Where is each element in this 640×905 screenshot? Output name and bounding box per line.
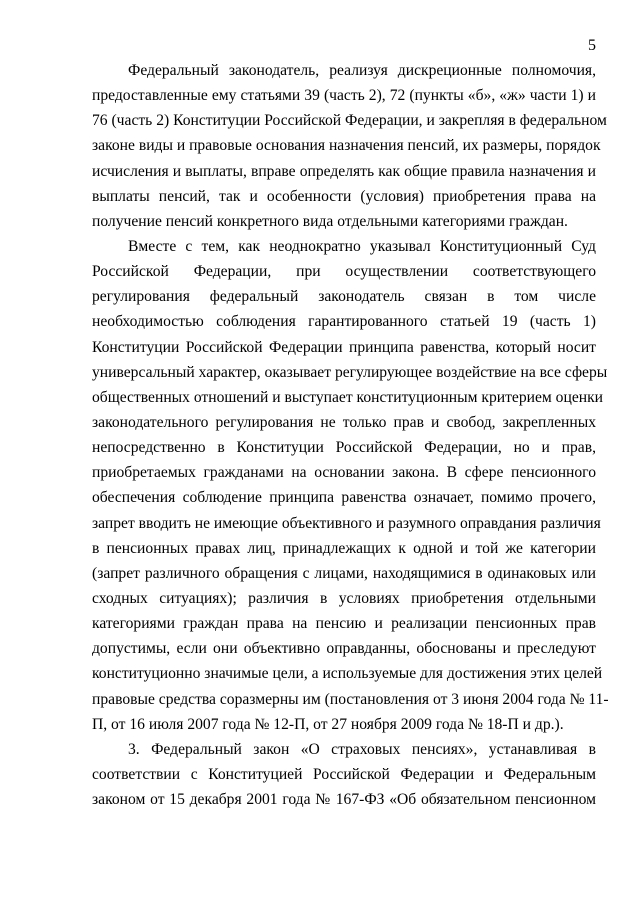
document-body [92, 58, 609, 812]
text-line: непосредственно в Конституции Российской Федерации, но и прав, [92, 439, 596, 457]
text-line: сходных ситуациях); различия в условиях приобретения отдельными [92, 589, 596, 607]
text-line: категориями граждан права на пенсию и реализации пенсионных прав [92, 615, 596, 633]
text-line: обеспечения соблюдение принципа равенства означает, помимо прочего, [92, 489, 596, 507]
text-line: законом от 15 декабря 2001 года № 167-ФЗ «Об обязательном пенсионном [92, 791, 596, 809]
text-line: общественных отношений и выступает конституционным критерием оценки [92, 388, 604, 406]
text-line: Федеральный законодатель, реализуя дискреционные полномочия, [128, 62, 596, 79]
paragraph [92, 737, 596, 812]
text-line: исчисления и выплаты, вправе определять как общие правила назначения и [92, 162, 596, 180]
text-line: в пенсионных правах лиц, принадлежащих к одной и той же категории [92, 539, 596, 557]
text-line: Российской Федерации, при осуществлении соответствующего [92, 263, 596, 281]
text-line: законе виды и правовые основания назначения пенсий, их размеры, порядок [92, 137, 601, 155]
text-line: Конституции Российской Федерации принципа равенства, который носит [92, 338, 596, 356]
text-line: конституционно значимые цели, а используемые для достижения этих целей [92, 665, 603, 683]
text-line: законодательного регулирования не только прав и свобод, закрепленных [92, 413, 596, 431]
text-line: выплаты пенсий, так и особенности (условия) приобретения права на [92, 187, 596, 205]
text-line: запрет вводить не имеющие объективного и разумного оправдания различия [92, 514, 601, 532]
text-line: П, от 16 июля 2007 года № 12-П, от 27 ноября 2009 года № 18-П и др.). [92, 715, 564, 733]
text-line: необходимостью соблюдения гарантированного статьей 19 (часть 1) [92, 313, 596, 331]
text-line: 3. Федеральный закон «О страховых пенсиях», устанавливая в [128, 740, 596, 758]
paragraph [92, 234, 609, 737]
text-line: получение пенсий конкретного вида отдельными категориями граждан. [92, 212, 568, 230]
text-line: приобретаемых гражданами на основании закона. В сфере пенсионного [92, 464, 596, 482]
text-line: универсальный характер, оказывает регулирующее воздействие на все сферы [92, 363, 608, 381]
text-line: допустимы, если они объективно оправданны, обоснованы и преследуют [92, 640, 596, 658]
text-line: соответствии с Конституцией Российской Федерации и Федеральным [92, 765, 596, 783]
text-line: 76 (часть 2) Конституции Российской Федерации, и закрепляя в федеральном [92, 112, 607, 130]
text-line: правовые средства соразмерны им (постановления от 3 июня 2004 года № 11- [92, 690, 609, 708]
paragraph [92, 58, 607, 234]
text-line: (запрет различного обращения с лицами, находящимися в одинаковых или [92, 564, 596, 582]
text-line: предоставленные ему статьями 39 (часть 2), 72 (пункты «б», «ж» части 1) и [92, 87, 596, 105]
page-number: 5 [588, 37, 596, 54]
text-line: регулирования федеральный законодатель связан в том числе [92, 288, 596, 306]
text-line: Вместе с тем, как неоднократно указывал Конституционный Суд [128, 237, 596, 255]
